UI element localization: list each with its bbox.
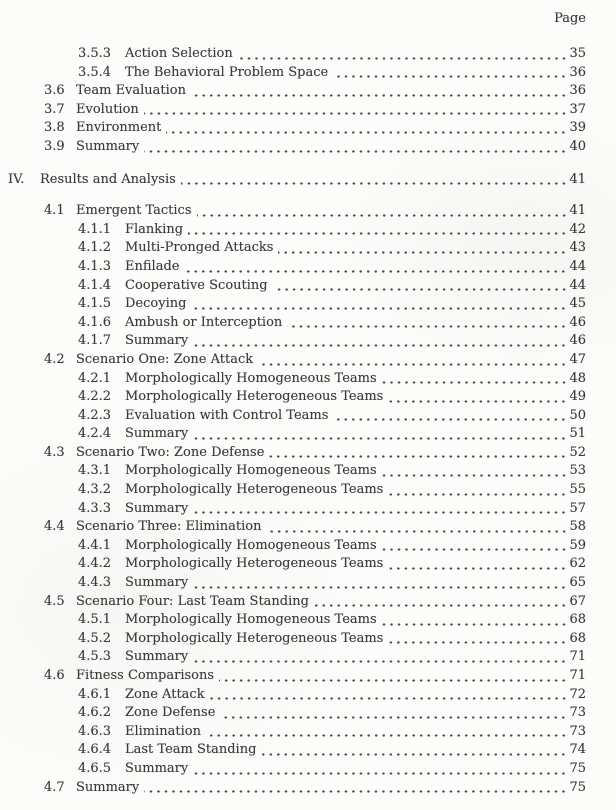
- entry-title: Action Selection: [125, 46, 233, 61]
- entry-page-number: 43: [569, 240, 586, 256]
- toc-entry: [0, 630, 616, 649]
- dot-leader: [388, 630, 567, 649]
- entry-title: Flanking: [125, 221, 184, 237]
- page-column-header: Page: [554, 11, 586, 26]
- entry-title: Results and Analysis: [40, 171, 176, 187]
- dot-leader: [219, 667, 567, 686]
- entry-number: 4.3.1: [78, 463, 112, 479]
- entry-page-number: 48: [569, 370, 586, 386]
- entry-page-number: 75: [569, 779, 586, 795]
- entry-number: 4.2: [44, 351, 65, 367]
- toc-entry: [0, 704, 616, 723]
- toc-entry: [0, 202, 616, 221]
- toc-entry: [0, 370, 616, 389]
- entry-number: 3.5.4: [78, 64, 112, 80]
- toc-entry: [0, 667, 616, 686]
- entry-title: Summary: [125, 333, 189, 349]
- dot-leader: [267, 518, 568, 537]
- entry-title: Morphologically Heterogeneous Teams: [125, 482, 384, 498]
- entry-title: Enfilade: [125, 258, 180, 274]
- entry-number: 4.1.2: [78, 240, 112, 256]
- entry-title: Team Evaluation: [76, 83, 187, 99]
- entry-number: 4.4.3: [78, 575, 112, 591]
- entry-page-number: 41: [569, 203, 586, 219]
- entry-title: Morphologically Homogeneous Teams: [125, 370, 377, 386]
- entry-number: 4.1: [44, 203, 65, 219]
- entry-number: 4.6.4: [78, 742, 112, 758]
- entry-title: Fitness Comparisons: [76, 668, 215, 683]
- entry-page-number: 51: [569, 426, 586, 442]
- toc-entry: [0, 45, 616, 64]
- toc-entry: [0, 518, 616, 537]
- dot-leader: [382, 611, 568, 630]
- dot-leader: [388, 388, 567, 407]
- entry-number: 4.1.5: [78, 296, 112, 312]
- toc-entry: [0, 295, 616, 314]
- entry-page-number: 35: [569, 46, 586, 61]
- entry-page-number: 37: [569, 101, 586, 117]
- entry-page-number: 68: [569, 612, 586, 628]
- entry-page-number: 57: [569, 500, 586, 516]
- toc-entry: [0, 425, 616, 444]
- entry-page-number: 58: [569, 519, 586, 535]
- entry-number: 4.6.1: [78, 686, 112, 702]
- dot-leader: [382, 462, 568, 481]
- toc-entry: [0, 171, 616, 190]
- entry-page-number: 73: [569, 723, 586, 739]
- entry-title: Environment: [76, 120, 162, 136]
- dot-leader: [238, 45, 568, 64]
- entry-page-number: 62: [569, 556, 586, 572]
- dot-leader: [193, 760, 567, 779]
- entry-page-number: 75: [569, 760, 586, 776]
- entry-page-number: 47: [569, 351, 586, 367]
- entry-number: 4.6.3: [78, 723, 112, 739]
- dot-leader: [181, 171, 568, 190]
- entry-number: 4.1.7: [78, 333, 112, 349]
- entry-page-number: 71: [569, 649, 586, 665]
- entry-page-number: 44: [569, 277, 586, 293]
- entry-number: 4.3.2: [78, 482, 112, 498]
- entry-title: Ambush or Interception: [125, 314, 283, 330]
- toc-entry: [0, 314, 616, 333]
- toc-entry: [0, 648, 616, 667]
- entry-title: The Behavioral Problem Space: [125, 64, 329, 80]
- toc-entry: [0, 611, 616, 630]
- entry-number: 3.6: [44, 83, 65, 99]
- entry-title: Elimination: [125, 723, 201, 739]
- entry-title: Multi-Pronged Attacks: [125, 240, 274, 256]
- toc-entry: [0, 332, 616, 351]
- entry-number: 4.2.3: [78, 407, 112, 423]
- toc-entry: [0, 64, 616, 83]
- entry-page-number: 39: [569, 120, 586, 136]
- dot-leader: [193, 500, 567, 519]
- dot-leader: [278, 239, 567, 258]
- entry-title: Evaluation with Control Teams: [125, 407, 329, 423]
- entry-title: Morphologically Heterogeneous Teams: [125, 630, 384, 646]
- dot-leader: [388, 555, 567, 574]
- entry-title: Summary: [125, 426, 189, 442]
- entry-number: 3.5.3: [78, 46, 112, 61]
- dot-leader: [144, 138, 567, 157]
- dot-leader: [273, 277, 568, 296]
- entry-title: Summary: [125, 575, 189, 591]
- dot-leader: [220, 704, 567, 723]
- toc-entry: [0, 277, 616, 296]
- toc-entry: [0, 462, 616, 481]
- entry-page-number: 45: [569, 296, 586, 312]
- toc-entry: [0, 82, 616, 101]
- entry-number: 4.3.3: [78, 500, 112, 516]
- entry-number: 4.6: [44, 668, 65, 683]
- entry-page-number: 36: [569, 64, 586, 80]
- dot-leader: [287, 314, 567, 333]
- entry-title: Morphologically Homogeneous Teams: [125, 463, 377, 479]
- entry-title: Scenario One: Zone Attack: [76, 351, 254, 367]
- entry-title: Zone Defense: [125, 705, 216, 721]
- entry-page-number: 40: [569, 138, 586, 154]
- dot-leader: [314, 593, 567, 612]
- entry-title: Morphologically Homogeneous Teams: [125, 612, 377, 628]
- entry-page-number: 67: [569, 593, 586, 609]
- entry-page-number: 68: [569, 630, 586, 646]
- toc-list: [0, 45, 616, 797]
- toc-entry: [0, 407, 616, 426]
- dot-leader: [188, 221, 567, 240]
- entry-number: 4.2.2: [78, 389, 112, 405]
- toc-entry: [0, 760, 616, 779]
- entry-title: Summary: [125, 760, 189, 776]
- entry-number: 4.5: [44, 593, 65, 609]
- toc-entry: [0, 119, 616, 138]
- entry-title: Evolution: [76, 101, 139, 117]
- dot-leader: [193, 425, 567, 444]
- entry-page-number: 44: [569, 258, 586, 274]
- dot-leader: [166, 119, 567, 138]
- dot-leader: [382, 370, 568, 389]
- entry-title: Last Team Standing: [125, 742, 257, 758]
- toc-entry: [0, 741, 616, 760]
- entry-number: 3.9: [44, 138, 65, 154]
- entry-number: 4.4.1: [78, 537, 112, 553]
- entry-number: 4.3: [44, 444, 65, 460]
- entry-number: 4.1.4: [78, 277, 112, 293]
- entry-number: 4.4.2: [78, 556, 112, 572]
- toc-entry: [0, 481, 616, 500]
- dot-leader: [197, 202, 568, 221]
- entry-title: Summary: [125, 649, 189, 665]
- entry-title: Decoying: [125, 296, 187, 312]
- entry-number: 4.1.6: [78, 314, 112, 330]
- toc-entry: [0, 555, 616, 574]
- toc-entry: [0, 444, 616, 463]
- toc-entry: [0, 500, 616, 519]
- toc-entry: [0, 258, 616, 277]
- dot-leader: [191, 295, 567, 314]
- entry-page-number: 46: [569, 314, 586, 330]
- entry-page-number: 65: [569, 575, 586, 591]
- entry-number: 4.2.1: [78, 370, 112, 386]
- dot-leader: [191, 82, 567, 101]
- entry-number: 4.7: [44, 779, 65, 795]
- entry-page-number: 55: [569, 482, 586, 498]
- toc-entry: [0, 593, 616, 612]
- entry-title: Morphologically Heterogeneous Teams: [125, 389, 384, 405]
- dot-leader: [210, 686, 568, 705]
- dot-leader: [269, 444, 567, 463]
- entry-page-number: 73: [569, 705, 586, 721]
- dot-leader: [388, 481, 567, 500]
- entry-title: Zone Attack: [125, 686, 205, 702]
- entry-number: IV.: [8, 171, 25, 187]
- entry-number: 3.7: [44, 101, 65, 117]
- dot-leader: [258, 351, 567, 370]
- toc-entry: [0, 101, 616, 120]
- toc-entry: [0, 779, 616, 798]
- toc-entry: [0, 221, 616, 240]
- entry-page-number: 42: [569, 221, 586, 237]
- entry-page-number: 74: [569, 742, 586, 758]
- entry-page-number: 41: [569, 171, 586, 187]
- entry-number: 3.8: [44, 120, 65, 136]
- entry-title: Emergent Tactics: [76, 203, 192, 219]
- dot-leader: [193, 648, 567, 667]
- entry-number: 4.1.1: [78, 221, 112, 237]
- toc-entry: [0, 723, 616, 742]
- toc-entry: [0, 537, 616, 556]
- toc-entry: [0, 686, 616, 705]
- dot-leader: [382, 537, 568, 556]
- dot-leader: [144, 779, 567, 798]
- toc-entry: [0, 138, 616, 157]
- entry-number: 4.5.2: [78, 630, 112, 646]
- entry-title: Summary: [76, 138, 140, 154]
- toc-entry: [0, 351, 616, 370]
- entry-title: Scenario Two: Zone Defense: [76, 444, 265, 460]
- dot-leader: [333, 64, 567, 83]
- entry-number: 4.1.3: [78, 258, 112, 274]
- dot-leader: [333, 407, 567, 426]
- entry-page-number: 50: [569, 407, 586, 423]
- entry-title: Scenario Three: Elimination: [76, 519, 262, 535]
- entry-number: 4.6.2: [78, 705, 112, 721]
- dot-leader: [184, 258, 567, 277]
- entry-page-number: 52: [569, 444, 586, 460]
- entry-page-number: 71: [569, 668, 586, 683]
- entry-title: Morphologically Homogeneous Teams: [125, 537, 377, 553]
- dot-leader: [193, 574, 567, 593]
- entry-page-number: 36: [569, 83, 586, 99]
- dot-leader: [193, 332, 567, 351]
- entry-title: Summary: [76, 779, 140, 795]
- entry-title: Cooperative Scouting: [125, 277, 268, 293]
- entry-number: 4.2.4: [78, 426, 112, 442]
- entry-page-number: 72: [569, 686, 586, 702]
- dot-leader: [144, 101, 568, 120]
- entry-number: 4.5.1: [78, 612, 112, 628]
- entry-title: Morphologically Heterogeneous Teams: [125, 556, 384, 572]
- toc-entry: [0, 239, 616, 258]
- entry-title: Scenario Four: Last Team Standing: [76, 593, 309, 609]
- dot-leader: [206, 723, 567, 742]
- entry-number: 4.6.5: [78, 760, 112, 776]
- entry-page-number: 53: [569, 463, 586, 479]
- entry-number: 4.4: [44, 519, 65, 535]
- toc-entry: [0, 574, 616, 593]
- dot-leader: [261, 741, 567, 760]
- entry-page-number: 59: [569, 537, 586, 553]
- entry-page-number: 49: [569, 389, 586, 405]
- toc-entry: [0, 388, 616, 407]
- entry-number: 4.5.3: [78, 649, 112, 665]
- entry-title: Summary: [125, 500, 189, 516]
- entry-page-number: 46: [569, 333, 586, 349]
